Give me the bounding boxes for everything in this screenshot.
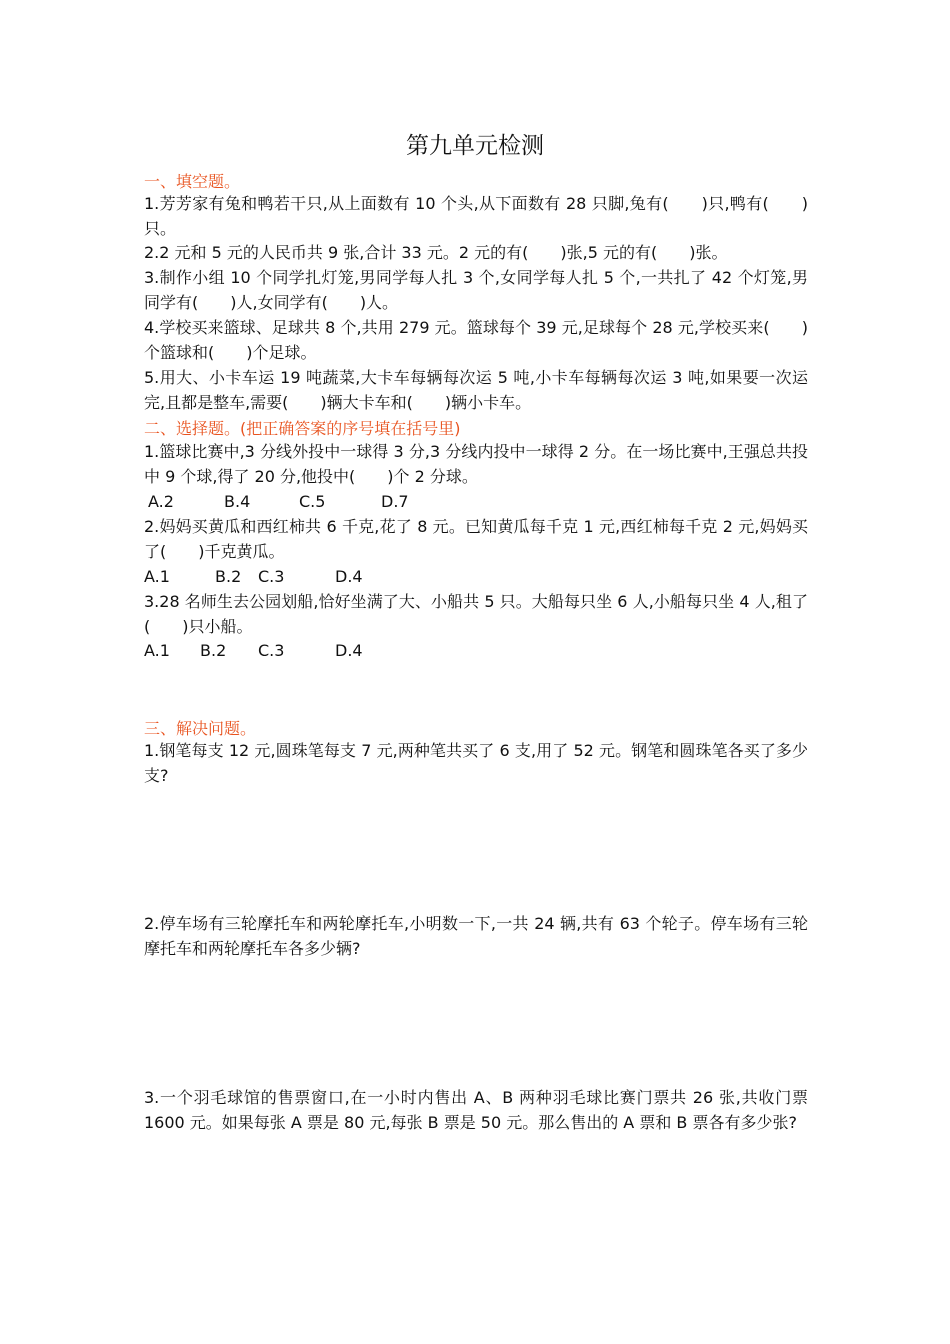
choice-question-2: 2.妈妈买黄瓜和西红柿共 6 千克,花了 8 元。已知黄瓜每千克 1 元,西红柿每千克 2 元,妈妈买了( )千克黄瓜。 (144, 517, 808, 561)
page-title: 第九单元检测 (406, 133, 544, 159)
choice-3-option-a: A.1 (144, 641, 170, 660)
section-heading-solve: 三、解决问题。 (144, 719, 257, 738)
choice-2-option-a: A.1 (144, 567, 170, 586)
solve-question-1: 1.钢笔每支 12 元,圆珠笔每支 7 元,两种笔共买了 6 支,用了 52 元。钢笔和圆珠笔各买了多少支? (144, 741, 808, 785)
fill-blank-question-2: 2.2 元和 5 元的人民币共 9 张,合计 33 元。2 元的有( )张,5 元的有( )张。 (144, 243, 728, 262)
fill-blank-question-3: 3.制作小组 10 个同学扎灯笼,男同学每人扎 3 个,女同学每人扎 5 个,一共扎了 42 个灯笼,男同学有( )人,女同学有( )人。 (144, 268, 808, 312)
choice-question-3: 3.28 名师生去公园划船,恰好坐满了大、小船共 5 只。大船每只坐 6 人,小船每只坐 4 人,租了( )只小船。 (144, 592, 808, 636)
choice-2-option-d: D.4 (335, 567, 363, 586)
fill-blank-question-5: 5.用大、小卡车运 19 吨蔬菜,大卡车每辆每次运 5 吨,小卡车每辆每次运 3 吨,如果要一次运完,且都是整车,需要( )辆大卡车和( )辆小卡车。 (144, 368, 808, 412)
choice-1-option-c: C.5 (299, 492, 326, 511)
choice-1-option-a: A.2 (148, 492, 174, 511)
choice-2-option-c: C.3 (258, 567, 285, 586)
solve-question-3: 3.一个羽毛球馆的售票窗口,在一小时内售出 A、B 两种羽毛球比赛门票共 26 张,共收门票 1600 元。如果每张 A 票是 80 元,每张 B 票是 50 元。那么售出的 A 票和 B 票各有多少张? (144, 1088, 808, 1132)
fill-blank-question-4: 4.学校买来篮球、足球共 8 个,共用 279 元。篮球每个 39 元,足球每个 28 元,学校买来( )个篮球和( )个足球。 (144, 318, 808, 362)
choice-3-option-b: B.2 (200, 641, 227, 660)
fill-blank-question-1: 1.芳芳家有兔和鸭若干只,从上面数有 10 个头,从下面数有 28 只脚,兔有( )只,鸭有( )只。 (144, 194, 808, 238)
section-heading-fill-blank: 一、填空题。 (144, 172, 241, 191)
choice-3-option-c: C.3 (258, 641, 285, 660)
choice-3-option-d: D.4 (335, 641, 363, 660)
choice-1-option-b: B.4 (224, 492, 251, 511)
solve-question-2: 2.停车场有三轮摩托车和两轮摩托车,小明数一下,一共 24 辆,共有 63 个轮子。停车场有三轮摩托车和两轮摩托车各多少辆? (144, 914, 808, 958)
choice-1-option-d: D.7 (381, 492, 409, 511)
choice-question-1: 1.篮球比赛中,3 分线外投中一球得 3 分,3 分线内投中一球得 2 分。在一场比赛中,王强总共投中 9 个球,得了 20 分,他投中( )个 2 分球。 (144, 442, 808, 486)
section-heading-choice: 二、选择题。(把正确答案的序号填在括号里) (144, 419, 461, 438)
choice-2-option-b: B.2 (215, 567, 242, 586)
